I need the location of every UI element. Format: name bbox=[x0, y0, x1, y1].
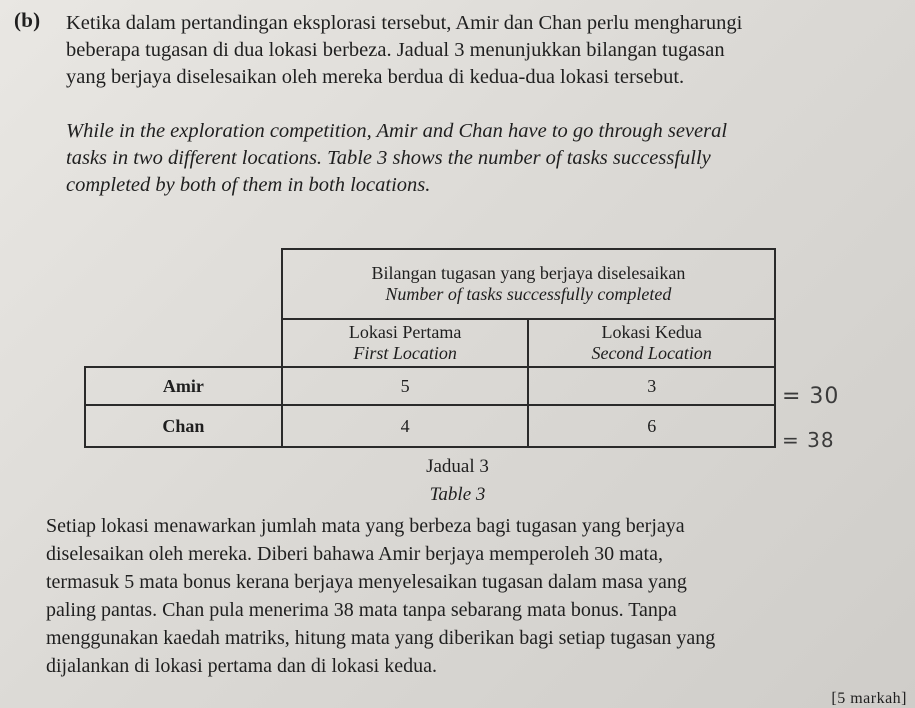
text-line: paling pantas. Chan pula menerima 38 mata tanpa sebarang mata bonus. Tanpa bbox=[46, 599, 677, 621]
text-line: termasuk 5 mata bonus kerana berjaya menyelesaikan tugasan dalam masa yang bbox=[46, 571, 687, 593]
text-line: menggunakan kaedah matriks, hitung mata yang diberikan bagi setiap tugasan yang bbox=[46, 627, 716, 649]
question-body-text bbox=[46, 512, 906, 680]
cell-amir-second: 3 bbox=[528, 367, 775, 405]
question-text-english bbox=[66, 118, 901, 199]
text-line: diselesaikan oleh mereka. Diberi bahawa Amir berjaya memperoleh 30 mata, bbox=[46, 543, 663, 565]
empty-corner-cell bbox=[85, 249, 282, 367]
marks-label: [5 markah] bbox=[831, 690, 907, 707]
text-line: completed by both of them in both locations. bbox=[66, 174, 431, 196]
cell-chan-second: 6 bbox=[528, 405, 775, 447]
header-main-malay: Bilangan tugasan yang berjaya diselesaikan bbox=[371, 263, 686, 283]
text-line: Setiap lokasi menawarkan jumlah mata yang berbeza bagi tugasan yang berjaya bbox=[46, 515, 685, 537]
column-header-first-location bbox=[282, 319, 529, 367]
table-row bbox=[85, 405, 775, 447]
column-header-second-location bbox=[528, 319, 775, 367]
table-header-main bbox=[282, 249, 775, 319]
col2-malay: Lokasi Kedua bbox=[601, 322, 702, 342]
handwritten-annotation-chan: = 38 bbox=[782, 428, 835, 452]
row-name-chan: Chan bbox=[85, 405, 282, 447]
col1-english: First Location bbox=[353, 343, 457, 363]
row-name-amir: Amir bbox=[85, 367, 282, 405]
handwritten-annotation-amir: = 30 bbox=[782, 384, 840, 409]
question-text-malay bbox=[66, 10, 901, 91]
text-line: yang berjaya diselesaikan oleh mereka berdua di kedua-dua lokasi tersebut. bbox=[66, 66, 685, 88]
text-line: tasks in two different locations. Table 3 shows the number of tasks successfully bbox=[66, 147, 711, 169]
cell-chan-first: 4 bbox=[282, 405, 529, 447]
text-line: While in the exploration competition, Amir and Chan have to go through several bbox=[66, 120, 728, 142]
question-label: (b) bbox=[14, 8, 41, 32]
table-caption-english: Table 3 bbox=[429, 484, 486, 505]
header-main-english: Number of tasks successfully completed bbox=[385, 284, 672, 304]
table-caption-malay: Jadual 3 bbox=[426, 456, 489, 477]
text-line: Ketika dalam pertandingan eksplorasi tersebut, Amir dan Chan perlu mengharungi bbox=[66, 12, 743, 34]
col2-english: Second Location bbox=[591, 343, 712, 363]
table-row bbox=[85, 367, 775, 405]
table-3 bbox=[84, 248, 776, 448]
text-line: beberapa tugasan di dua lokasi berbeza. Jadual 3 menunjukkan bilangan tugasan bbox=[66, 39, 725, 61]
text-line: dijalankan di lokasi pertama dan di lokasi kedua. bbox=[46, 655, 437, 677]
cell-amir-first: 5 bbox=[282, 367, 529, 405]
tasks-table bbox=[84, 248, 776, 448]
col1-malay: Lokasi Pertama bbox=[348, 322, 462, 342]
